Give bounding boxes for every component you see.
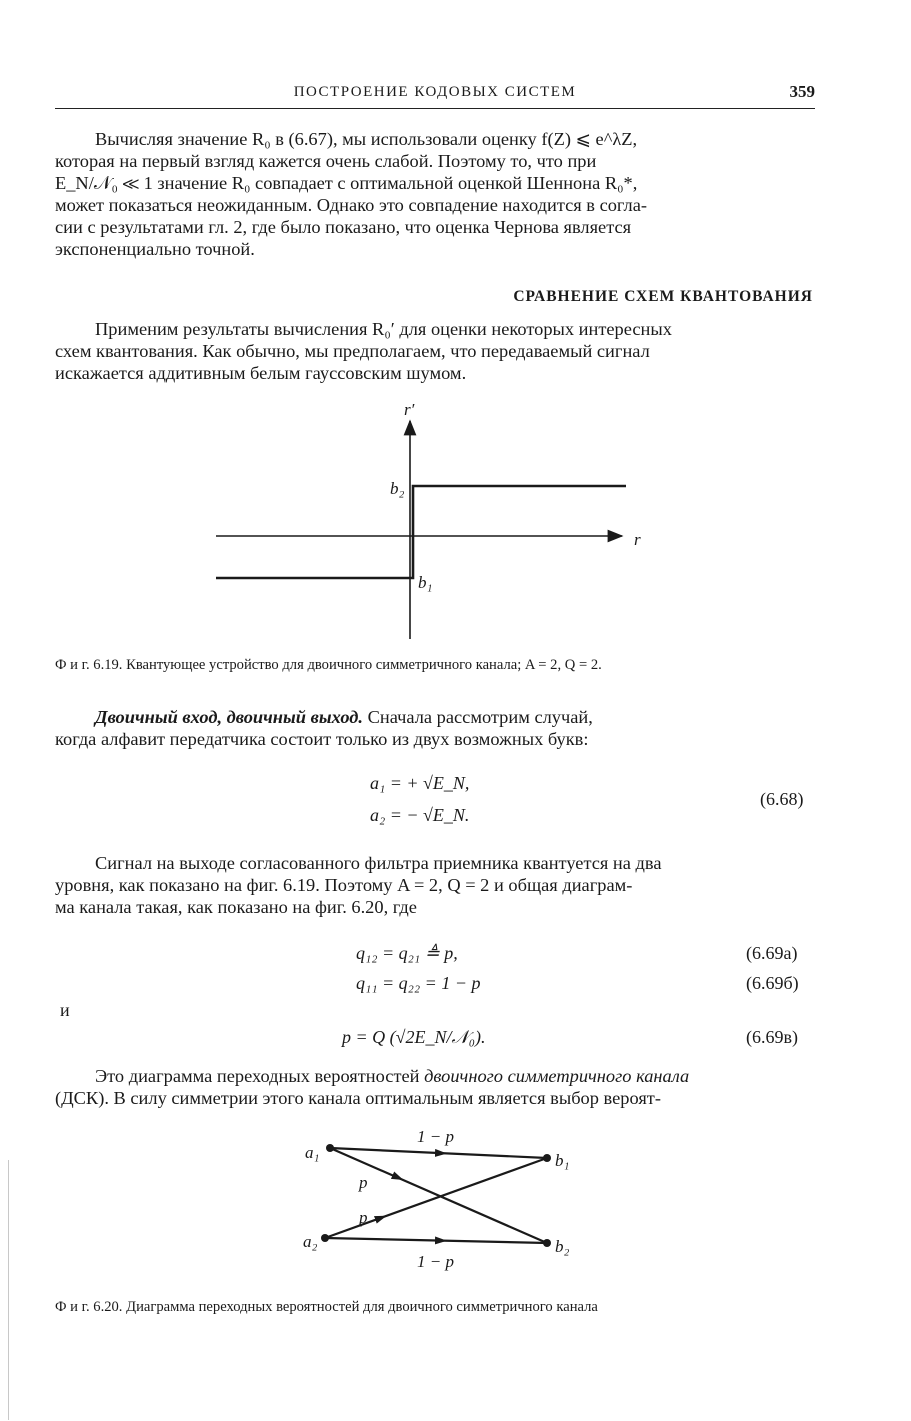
paragraph-3-line (55, 706, 813, 728)
paragraph-1-line: сии с результатами гл. 2, где было показано, что оценка Чернова является (55, 217, 632, 237)
output-b1-label: b₁ (555, 1151, 570, 1170)
equation-6-69a: q₁₂ = q₂₁ ≜ p, (356, 943, 458, 963)
node-a1 (326, 1144, 334, 1152)
equation-6-69b-number: (6.69б) (746, 973, 799, 993)
equation-6-69c-number: (6.69в) (746, 1027, 798, 1047)
equation-6-69b: q₁₁ = q₂₂ = 1 − p (356, 973, 481, 993)
paragraph-5-line (55, 1065, 813, 1087)
figure-bsc-diagram (295, 1125, 595, 1275)
paragraph-2-line: Применим результаты вычисления R₀′ для оценки некоторых интересных (95, 319, 672, 339)
equation-6-68-line-2: a₂ = − √E_N. (370, 805, 470, 825)
paragraph-3-line: когда алфавит передатчика состоит только из двух возможных букв: (55, 729, 589, 749)
paragraph-5-text: Это диаграмма переходных вероятностей (95, 1066, 425, 1086)
section-heading: СРАВНЕНИЕ СХЕМ КВАНТОВАНИЯ (513, 288, 813, 305)
arrow-a1-b1 (425, 1153, 441, 1154)
level-b1-label: b₁ (418, 573, 433, 592)
equation-6-68-line-1: a₁ = + √E_N, (370, 773, 470, 793)
paragraph-1-line: может показаться неожиданным. Однако это совпадение находится в согла- (55, 195, 648, 215)
paragraph-3-text: Сначала рассмотрим случай, (363, 707, 593, 727)
paragraph-2-line: схем квантования. Как обычно, мы предполагаем, что передаваемый сигнал (55, 341, 650, 361)
paragraph-2 (55, 318, 813, 384)
input-a2-label: a₂ (303, 1232, 318, 1251)
running-title: ПОСТРОЕНИЕ КОДОВЫХ СИСТЕМ (293, 84, 577, 100)
quantizer-step-line (216, 486, 626, 578)
running-head (55, 78, 815, 109)
paragraph-4-line: уровня, как показано на фиг. 6.19. Поэтому A = 2, Q = 2 и общая диаграм- (55, 875, 633, 895)
equation-6-68-number: (6.68) (760, 789, 804, 809)
page-number: 359 (789, 82, 815, 101)
edge-label-cross-lower: p (359, 1208, 368, 1227)
paragraph-1-line: которая на первый взгляд кажется очень слабой. Поэтому то, что при (55, 151, 597, 171)
edge-label-cross-upper: p (359, 1173, 368, 1192)
figure-6-20-caption: Ф и г. 6.20. Диаграмма переходных вероятностей для двоичного симметричного канала (55, 1299, 598, 1315)
arrow-a1-b2 (383, 1171, 398, 1178)
edge-a1-b2 (330, 1148, 547, 1243)
paragraph-1-line: E_N/𝒩₀ ≪ 1 значение R₀ совпадает с оптимальной оценкой Шеннона R₀*, (55, 173, 638, 193)
level-b2-label: b₂ (390, 479, 405, 498)
y-axis-label: r′ (404, 400, 415, 419)
scan-margin-line (8, 1160, 9, 1420)
paragraph-2-line: искажается аддитивным белым гауссовским шумом. (55, 363, 467, 383)
figure-6-19-caption: Ф и г. 6.19. Квантующее устройство для двоичного симметричного канала; A = 2, Q = 2. (55, 657, 602, 673)
figure-quantizer (200, 395, 660, 645)
paragraph-1 (55, 128, 813, 260)
paragraph-4-line: ма канала такая, как показано на фиг. 6.20, где (55, 897, 417, 917)
node-a2 (321, 1234, 329, 1242)
node-b1 (543, 1154, 551, 1162)
edge-label-top: 1 − p (417, 1127, 454, 1146)
output-b2-label: b₂ (555, 1237, 570, 1256)
paragraph-3-lead: Двоичный вход, двоичный выход. (95, 707, 363, 727)
paragraph-1-line: Вычисляя значение R₀ в (6.67), мы использовали оценку f(Z) ⩽ e^λZ, (95, 129, 638, 149)
equation-6-69a-number: (6.69а) (746, 943, 798, 963)
edge-label-bottom: 1 − p (417, 1252, 454, 1271)
conjunction: и (60, 1000, 70, 1020)
x-axis-label: r (634, 530, 641, 549)
equation-6-69c: p = Q (√2E_N/𝒩₀). (342, 1027, 486, 1047)
node-b2 (543, 1239, 551, 1247)
paragraph-4 (55, 852, 813, 918)
paragraph-1-line: экспоненциально точной. (55, 239, 255, 259)
paragraph-3 (55, 706, 813, 750)
paragraph-5-line: (ДСК). В силу симметрии этого канала оптимальным является выбор вероят- (55, 1088, 661, 1108)
paragraph-4-line: Сигнал на выходе согласованного фильтра приемника квантуется на два (95, 853, 662, 873)
input-a1-label: a₁ (305, 1143, 320, 1162)
paragraph-5 (55, 1065, 813, 1109)
paragraph-5-term: двоичного симметричного канала (424, 1066, 690, 1086)
